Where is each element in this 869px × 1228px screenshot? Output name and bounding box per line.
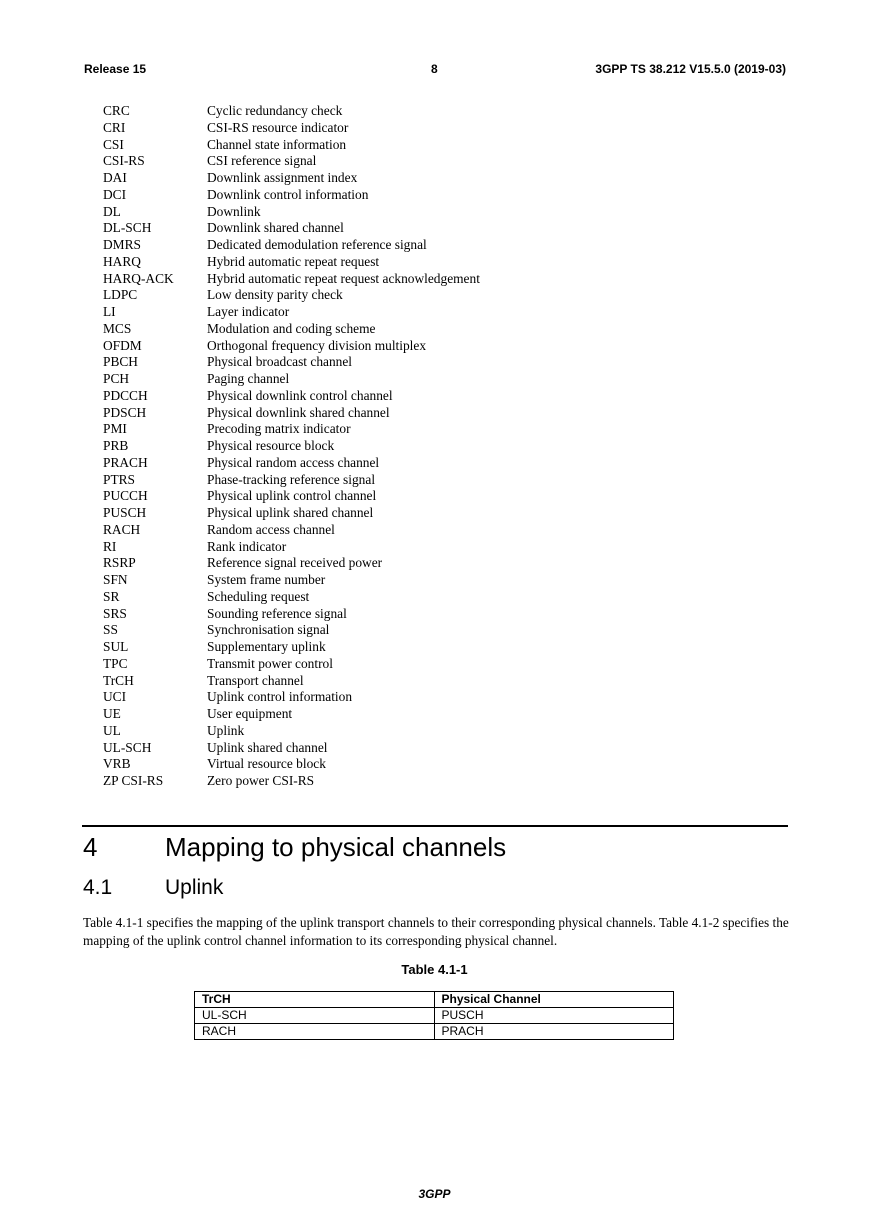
abbreviation-term: DL bbox=[103, 203, 121, 219]
abbreviation-definition: Precoding matrix indicator bbox=[207, 421, 351, 437]
abbreviation-definition: Downlink control information bbox=[207, 186, 369, 202]
abbreviation-term: SUL bbox=[103, 639, 129, 654]
abbreviation-definition: Random access channel bbox=[207, 521, 335, 537]
abbreviation-term: HARQ-ACK bbox=[103, 270, 174, 286]
list-item bbox=[103, 522, 703, 539]
abbreviation-definition: CSI reference signal bbox=[207, 153, 317, 169]
list-item bbox=[103, 354, 703, 371]
column-header-physical-channel: Physical Channel bbox=[434, 992, 674, 1008]
subsection-number: 4.1 bbox=[83, 876, 113, 899]
abbreviation-definition: Hybrid automatic repeat request bbox=[207, 253, 380, 269]
abbreviation-term: PUCCH bbox=[103, 488, 148, 504]
abbreviation-definition: Synchronisation signal bbox=[207, 622, 330, 638]
abbreviation-definition: Physical uplink shared channel bbox=[207, 505, 374, 520]
list-item bbox=[103, 388, 703, 405]
abbreviation-term: PDCCH bbox=[103, 387, 148, 403]
abbreviation-term: SR bbox=[103, 588, 120, 604]
abbreviation-term: DCI bbox=[103, 186, 127, 202]
abbreviation-term: UL bbox=[103, 722, 121, 738]
list-item bbox=[103, 371, 703, 388]
list-item bbox=[103, 338, 703, 355]
list-item bbox=[103, 120, 703, 137]
abbreviation-definition: Orthogonal frequency division multiplex bbox=[207, 337, 427, 353]
abbreviation-definition: Low density parity check bbox=[207, 287, 343, 303]
list-item bbox=[103, 723, 703, 740]
abbreviation-term: CRC bbox=[103, 103, 130, 118]
list-item bbox=[103, 488, 703, 505]
abbreviation-definition: Cyclic redundancy check bbox=[207, 103, 343, 118]
abbreviation-term: SFN bbox=[103, 572, 128, 587]
abbreviation-term: PDSCH bbox=[103, 404, 147, 420]
abbreviations-list bbox=[103, 103, 703, 790]
list-item bbox=[103, 706, 703, 723]
abbreviation-term: SRS bbox=[103, 605, 127, 621]
list-item bbox=[103, 137, 703, 154]
table-row bbox=[195, 1008, 674, 1024]
abbreviation-definition: Zero power CSI-RS bbox=[207, 773, 315, 788]
table-cell: UL-SCH bbox=[195, 1008, 435, 1024]
list-item bbox=[103, 287, 703, 304]
abbreviation-term: LI bbox=[103, 304, 116, 319]
abbreviation-definition: Downlink bbox=[207, 203, 261, 219]
table-row bbox=[195, 1024, 674, 1040]
body-paragraph: Table 4.1-1 specifies the mapping of the uplink transport channels to their corresponding physical channels. Table 4.1-2 specifies the mapping of the uplink control channel information to its corresponding physical channel. bbox=[83, 915, 789, 948]
abbreviation-definition: Transmit power control bbox=[207, 655, 333, 671]
abbreviation-term: DAI bbox=[103, 170, 127, 185]
abbreviation-term: UE bbox=[103, 706, 121, 721]
abbreviation-definition: Uplink bbox=[207, 722, 245, 738]
abbreviation-definition: Sounding reference signal bbox=[207, 605, 347, 621]
abbreviation-definition: Transport channel bbox=[207, 672, 304, 688]
list-item bbox=[103, 589, 703, 606]
list-item bbox=[103, 455, 703, 472]
abbreviation-definition: Channel state information bbox=[207, 136, 347, 152]
list-item bbox=[103, 505, 703, 522]
table-cell: RACH bbox=[195, 1024, 435, 1040]
list-item bbox=[103, 639, 703, 656]
abbreviation-term: CRI bbox=[103, 119, 126, 135]
abbreviation-term: CSI bbox=[103, 136, 124, 152]
abbreviation-term: HARQ bbox=[103, 253, 141, 269]
abbreviation-term: RI bbox=[103, 538, 117, 554]
section-title: Mapping to physical channels bbox=[165, 832, 507, 862]
abbreviation-definition: Downlink shared channel bbox=[207, 220, 344, 236]
list-item bbox=[103, 740, 703, 757]
list-item bbox=[103, 606, 703, 623]
mapping-table bbox=[194, 991, 674, 1040]
abbreviation-term: PMI bbox=[103, 421, 127, 437]
abbreviation-definition: Physical downlink shared channel bbox=[207, 404, 390, 420]
list-item bbox=[103, 220, 703, 237]
spec-identifier: 3GPP TS 38.212 V15.5.0 (2019-03) bbox=[595, 62, 786, 76]
abbreviation-term: OFDM bbox=[103, 337, 142, 353]
abbreviation-term: TrCH bbox=[103, 672, 134, 688]
list-item bbox=[103, 773, 703, 790]
abbreviation-definition: Paging channel bbox=[207, 371, 290, 386]
abbreviation-term: PRB bbox=[103, 438, 129, 453]
table-cell: PUSCH bbox=[434, 1008, 674, 1024]
abbreviation-definition: Rank indicator bbox=[207, 538, 287, 554]
abbreviation-definition: Phase-tracking reference signal bbox=[207, 471, 376, 487]
list-item bbox=[103, 689, 703, 706]
list-item bbox=[103, 405, 703, 422]
abbreviation-term: PCH bbox=[103, 371, 130, 386]
abbreviation-definition: User equipment bbox=[207, 706, 293, 721]
table-header-row bbox=[195, 992, 674, 1008]
list-item bbox=[103, 756, 703, 773]
list-item bbox=[103, 153, 703, 170]
abbreviation-definition: Reference signal received power bbox=[207, 555, 383, 571]
section-number: 4 bbox=[83, 832, 98, 862]
page-header bbox=[84, 62, 786, 78]
list-item bbox=[103, 656, 703, 673]
list-item bbox=[103, 187, 703, 204]
table-title: Table 4.1-1 bbox=[401, 962, 468, 977]
list-item bbox=[103, 421, 703, 438]
list-item bbox=[103, 254, 703, 271]
abbreviation-definition: Hybrid automatic repeat request acknowledgement bbox=[207, 270, 480, 286]
abbreviation-term: UL-SCH bbox=[103, 739, 152, 755]
abbreviation-definition: Physical uplink control channel bbox=[207, 488, 377, 504]
abbreviation-term: RSRP bbox=[103, 555, 136, 571]
column-header-trch: TrCH bbox=[195, 992, 435, 1008]
list-item bbox=[103, 103, 703, 120]
abbreviation-term: PUSCH bbox=[103, 505, 147, 520]
abbreviation-definition: Physical downlink control channel bbox=[207, 387, 393, 403]
list-item bbox=[103, 438, 703, 455]
abbreviation-term: LDPC bbox=[103, 287, 138, 303]
abbreviation-term: TPC bbox=[103, 655, 128, 671]
list-item bbox=[103, 472, 703, 489]
abbreviation-definition: Scheduling request bbox=[207, 588, 310, 604]
page-number: 8 bbox=[431, 62, 438, 76]
abbreviation-definition: Uplink control information bbox=[207, 689, 353, 705]
abbreviation-term: ZP CSI-RS bbox=[103, 773, 164, 788]
abbreviation-definition: Physical broadcast channel bbox=[207, 354, 353, 370]
abbreviation-term: CSI-RS bbox=[103, 153, 145, 169]
page-footer: 3GPP bbox=[418, 1187, 451, 1201]
list-item bbox=[103, 572, 703, 589]
abbreviation-definition: Uplink shared channel bbox=[207, 739, 328, 755]
abbreviation-definition: Supplementary uplink bbox=[207, 639, 326, 654]
abbreviation-term: PBCH bbox=[103, 354, 138, 370]
list-item bbox=[103, 673, 703, 690]
list-item bbox=[103, 539, 703, 556]
abbreviation-definition: System frame number bbox=[207, 572, 326, 587]
list-item bbox=[103, 170, 703, 187]
abbreviation-definition: Physical resource block bbox=[207, 438, 335, 453]
abbreviation-term: DL-SCH bbox=[103, 220, 152, 236]
section-divider bbox=[82, 825, 788, 827]
abbreviation-definition: Physical random access channel bbox=[207, 454, 380, 470]
abbreviation-term: SS bbox=[103, 622, 118, 638]
list-item bbox=[103, 237, 703, 254]
abbreviation-term: PTRS bbox=[103, 471, 136, 487]
abbreviation-term: PRACH bbox=[103, 454, 148, 470]
abbreviation-definition: Virtual resource block bbox=[207, 756, 326, 772]
abbreviation-definition: Downlink assignment index bbox=[207, 170, 358, 185]
abbreviation-term: VRB bbox=[103, 756, 131, 772]
list-item bbox=[103, 271, 703, 288]
abbreviation-definition: CSI-RS resource indicator bbox=[207, 119, 349, 135]
abbreviation-definition: Layer indicator bbox=[207, 304, 290, 319]
release-label: Release 15 bbox=[84, 62, 147, 76]
list-item bbox=[103, 204, 703, 221]
list-item bbox=[103, 555, 703, 572]
abbreviation-term: MCS bbox=[103, 320, 132, 336]
list-item bbox=[103, 304, 703, 321]
abbreviation-term: DMRS bbox=[103, 237, 141, 252]
abbreviation-definition: Modulation and coding scheme bbox=[207, 320, 376, 336]
abbreviation-term: RACH bbox=[103, 521, 141, 537]
subsection-title: Uplink bbox=[165, 876, 224, 899]
abbreviation-definition: Dedicated demodulation reference signal bbox=[207, 237, 427, 252]
table-cell: PRACH bbox=[434, 1024, 674, 1040]
list-item bbox=[103, 622, 703, 639]
list-item bbox=[103, 321, 703, 338]
abbreviation-term: UCI bbox=[103, 689, 127, 705]
